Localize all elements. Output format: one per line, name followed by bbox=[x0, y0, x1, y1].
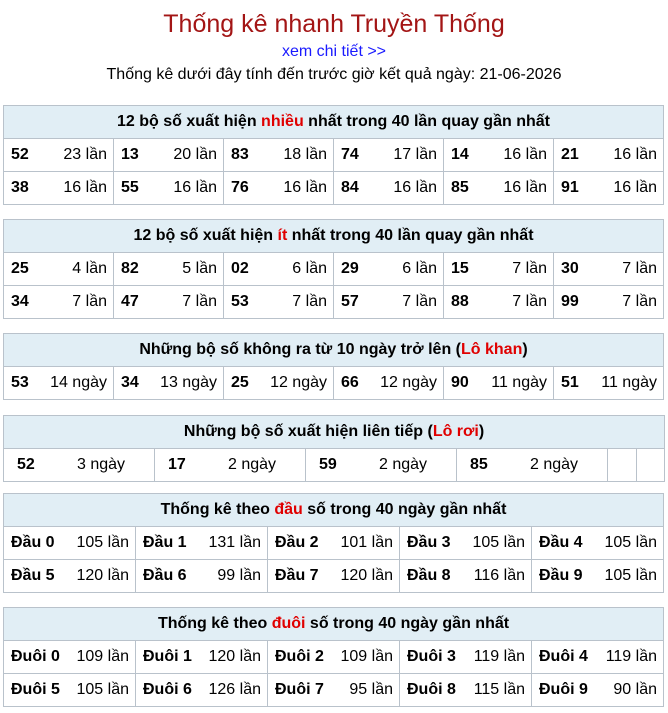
duoi-table bbox=[3, 607, 664, 707]
tail-digit: Đuôi 6 bbox=[143, 681, 192, 698]
head-digit: Đầu 9 bbox=[539, 567, 583, 584]
lottery-number: 13 bbox=[121, 146, 139, 163]
lottery-number: 38 bbox=[11, 179, 29, 196]
count: 120 lần bbox=[208, 648, 261, 665]
count: 109 lần bbox=[340, 648, 393, 665]
lottery-number: 91 bbox=[561, 179, 579, 196]
lottery-number: 25 bbox=[11, 260, 29, 277]
count: 119 lần bbox=[605, 648, 657, 665]
detail-link[interactable]: xem chi tiết >> bbox=[281, 43, 387, 60]
count: 7 lần bbox=[512, 260, 547, 277]
days: 13 ngày bbox=[160, 374, 217, 391]
count: 7 lần bbox=[622, 260, 657, 277]
tail-digit: Đuôi 3 bbox=[407, 648, 456, 665]
lottery-number: 90 bbox=[451, 374, 469, 391]
tail-digit: Đuôi 1 bbox=[143, 648, 192, 665]
days: 12 ngày bbox=[380, 374, 437, 391]
most-frequent-table bbox=[3, 105, 664, 205]
days: 11 ngày bbox=[491, 374, 547, 391]
lottery-number: 52 bbox=[11, 146, 29, 163]
count: 95 lần bbox=[349, 681, 393, 698]
lottery-number: 21 bbox=[561, 146, 579, 163]
least-frequent-caption: 12 bộ số xuất hiện ít nhất trong 40 lần quay gần nhất bbox=[4, 220, 664, 253]
head-digit: Đầu 0 bbox=[11, 534, 55, 551]
table-row bbox=[4, 674, 664, 707]
table-row bbox=[4, 527, 664, 560]
lottery-number: 52 bbox=[17, 456, 35, 473]
count: 7 lần bbox=[512, 293, 547, 310]
count: 18 lần bbox=[283, 146, 327, 163]
lo-khan-caption: Những bộ số không ra từ 10 ngày trở lên (Lô khan) bbox=[4, 334, 664, 367]
lo-khan-table bbox=[3, 333, 664, 400]
table-row bbox=[4, 449, 665, 482]
lottery-number: 83 bbox=[231, 146, 249, 163]
count: 23 lần bbox=[63, 146, 107, 163]
count: 105 lần bbox=[76, 534, 129, 551]
lottery-number: 17 bbox=[168, 456, 186, 473]
least-frequent-table bbox=[3, 219, 664, 319]
count: 16 lần bbox=[503, 146, 547, 163]
lottery-number: 85 bbox=[451, 179, 469, 196]
table-row bbox=[4, 367, 664, 400]
days: 12 ngày bbox=[270, 374, 327, 391]
count: 7 lần bbox=[182, 293, 217, 310]
count: 16 lần bbox=[613, 179, 657, 196]
head-digit: Đầu 8 bbox=[407, 567, 451, 584]
most-frequent-caption: 12 bộ số xuất hiện nhiều nhất trong 40 lần quay gần nhất bbox=[4, 106, 664, 139]
table-row bbox=[4, 139, 664, 172]
table-row bbox=[4, 253, 664, 286]
lottery-number: 25 bbox=[231, 374, 249, 391]
lottery-number: 55 bbox=[121, 179, 139, 196]
page-subtitle: Thống kê dưới đây tính đến trước giờ kết quả ngày: 21-06-2026 bbox=[106, 66, 562, 83]
days: 2 ngày bbox=[530, 456, 579, 473]
count: 90 lần bbox=[613, 681, 657, 698]
duoi-caption: Thống kê theo đuôi số trong 40 ngày gần nhất bbox=[4, 608, 664, 641]
lottery-number: 84 bbox=[341, 179, 359, 196]
days: 2 ngày bbox=[379, 456, 428, 473]
head-digit: Đầu 2 bbox=[275, 534, 319, 551]
lottery-number: 53 bbox=[231, 293, 249, 310]
lottery-number: 34 bbox=[11, 293, 29, 310]
lottery-number: 74 bbox=[341, 146, 359, 163]
lottery-number: 99 bbox=[561, 293, 579, 310]
count: 101 lần bbox=[340, 534, 393, 551]
lottery-number: 30 bbox=[561, 260, 579, 277]
days: 14 ngày bbox=[50, 374, 107, 391]
lottery-number: 14 bbox=[451, 146, 469, 163]
tail-digit: Đuôi 5 bbox=[11, 681, 60, 698]
tail-digit: Đuôi 2 bbox=[275, 648, 324, 665]
head-digit: Đầu 3 bbox=[407, 534, 451, 551]
count: 120 lần bbox=[340, 567, 393, 584]
lottery-number: 76 bbox=[231, 179, 249, 196]
table-row bbox=[4, 172, 664, 205]
lottery-number: 53 bbox=[11, 374, 29, 391]
count: 120 lần bbox=[76, 567, 129, 584]
days: 3 ngày bbox=[77, 456, 126, 473]
count: 105 lần bbox=[472, 534, 525, 551]
count: 105 lần bbox=[76, 681, 129, 698]
tail-digit: Đuôi 8 bbox=[407, 681, 456, 698]
count: 99 lần bbox=[217, 567, 261, 584]
empty-cell bbox=[637, 449, 665, 482]
count: 16 lần bbox=[613, 146, 657, 163]
tail-digit: Đuôi 0 bbox=[11, 648, 60, 665]
count: 16 lần bbox=[283, 179, 327, 196]
head-digit: Đầu 1 bbox=[143, 534, 187, 551]
count: 6 lần bbox=[292, 260, 327, 277]
head-digit: Đầu 7 bbox=[275, 567, 319, 584]
count: 7 lần bbox=[292, 293, 327, 310]
lottery-number: 85 bbox=[470, 456, 488, 473]
count: 126 lần bbox=[208, 681, 261, 698]
lottery-number: 29 bbox=[341, 260, 359, 277]
count: 109 lần bbox=[76, 648, 129, 665]
count: 105 lần bbox=[604, 567, 657, 584]
count: 7 lần bbox=[402, 293, 437, 310]
count: 16 lần bbox=[63, 179, 107, 196]
count: 4 lần bbox=[72, 260, 107, 277]
head-digit: Đầu 5 bbox=[11, 567, 55, 584]
lo-roi-caption: Những bộ số xuất hiện liên tiếp (Lô rơi) bbox=[4, 416, 665, 449]
days: 11 ngày bbox=[601, 374, 657, 391]
tail-digit: Đuôi 9 bbox=[539, 681, 588, 698]
lottery-number: 51 bbox=[561, 374, 579, 391]
lottery-number: 66 bbox=[341, 374, 359, 391]
count: 6 lần bbox=[402, 260, 437, 277]
count: 5 lần bbox=[182, 260, 217, 277]
count: 116 lần bbox=[473, 567, 525, 584]
count: 16 lần bbox=[393, 179, 437, 196]
count: 131 lần bbox=[208, 534, 261, 551]
head-digit: Đầu 6 bbox=[143, 567, 187, 584]
count: 119 lần bbox=[473, 648, 525, 665]
head-digit: Đầu 4 bbox=[539, 534, 583, 551]
lottery-number: 59 bbox=[319, 456, 337, 473]
count: 16 lần bbox=[173, 179, 217, 196]
count: 7 lần bbox=[72, 293, 107, 310]
count: 7 lần bbox=[622, 293, 657, 310]
page-title: Thống kê nhanh Truyền Thống bbox=[163, 10, 505, 38]
days: 2 ngày bbox=[228, 456, 277, 473]
table-row bbox=[4, 641, 664, 674]
count: 115 lần bbox=[473, 681, 525, 698]
dau-table bbox=[3, 493, 664, 593]
lottery-number: 02 bbox=[231, 260, 249, 277]
count: 17 lần bbox=[393, 146, 437, 163]
tail-digit: Đuôi 4 bbox=[539, 648, 588, 665]
count: 20 lần bbox=[173, 146, 217, 163]
table-row bbox=[4, 560, 664, 593]
lottery-number: 88 bbox=[451, 293, 469, 310]
lottery-number: 47 bbox=[121, 293, 139, 310]
lottery-number: 34 bbox=[121, 374, 139, 391]
count: 16 lần bbox=[503, 179, 547, 196]
count: 105 lần bbox=[604, 534, 657, 551]
dau-caption: Thống kê theo đầu số trong 40 ngày gần nhất bbox=[4, 494, 664, 527]
lottery-number: 82 bbox=[121, 260, 139, 277]
lo-roi-table bbox=[3, 415, 665, 482]
empty-cell bbox=[608, 449, 637, 482]
lottery-number: 15 bbox=[451, 260, 469, 277]
tail-digit: Đuôi 7 bbox=[275, 681, 324, 698]
lottery-number: 57 bbox=[341, 293, 359, 310]
table-row bbox=[4, 286, 664, 319]
